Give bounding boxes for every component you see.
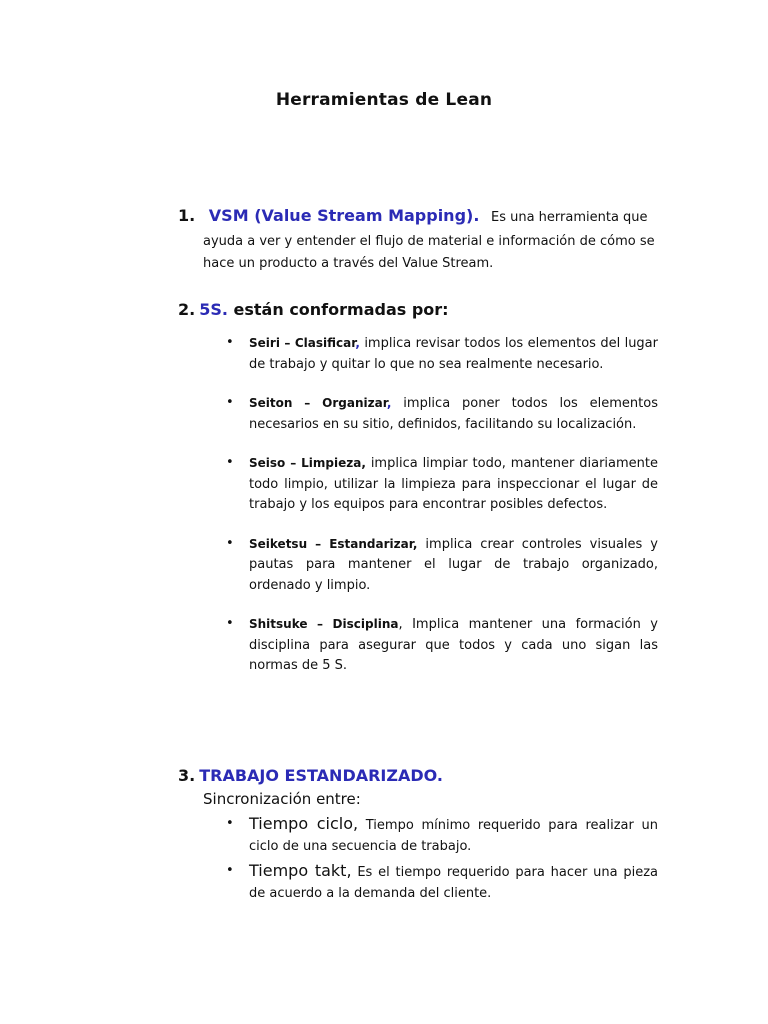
section-5s-heading	[178, 300, 658, 320]
section-trabajo-estandarizado	[178, 766, 658, 904]
list-item	[178, 333, 658, 375]
term-punct: ,	[361, 456, 366, 470]
bullet-icon: •	[226, 816, 234, 831]
section-number: 1.	[178, 206, 196, 225]
bullet-icon: •	[226, 535, 234, 551]
section-number: 2.	[178, 300, 196, 319]
bullet-icon: •	[226, 455, 234, 470]
term-description: Implica mantener una formación y disciplina para asegurar que todos y cada uno sigan las normas de 5 S.	[249, 617, 658, 673]
term: Tiempo takt,	[249, 861, 352, 880]
term-description: implica crear controles visuales y pautas para mantener el lugar de trabajo organizado, ordenado y limpio.	[249, 536, 658, 593]
term-description: Es el tiempo requerido para hacer una pieza de acuerdo a la demanda del cliente.	[249, 865, 659, 901]
trabajo-estandarizado-title: TRABAJO ESTANDARIZADO.	[199, 766, 443, 785]
term-description: implica poner todos los elementos necesarios en su sitio, definidos, facilitando su localización.	[249, 396, 658, 432]
5s-list	[178, 333, 658, 677]
vsm-title: VSM (Value Stream Mapping).	[208, 206, 480, 225]
term-punct: ,	[355, 336, 360, 350]
vsm-description: ayuda a ver y entender el flujo de material e información de cómo se hace un producto a través del Value Stream.	[203, 234, 655, 271]
list-item	[178, 534, 658, 597]
bullet-icon: •	[226, 335, 234, 350]
5s-subtitle: están conformadas por:	[233, 300, 449, 319]
list-item	[178, 453, 658, 516]
tiempo-list	[178, 814, 658, 904]
list-item	[178, 814, 658, 857]
section-vsm-heading	[178, 206, 658, 229]
section-3-subheading: Sincronización entre:	[203, 790, 361, 808]
term-punct: ,	[398, 617, 403, 632]
list-item	[178, 861, 658, 904]
term-punct: ,	[412, 536, 418, 551]
5s-title: 5S.	[199, 300, 228, 319]
term-description: Tiempo mínimo requerido para realizar un ciclo de una secuencia de trabajo.	[249, 818, 659, 854]
section-number: 3.	[178, 766, 196, 785]
term: Shitsuke – Disciplina	[249, 617, 399, 631]
list-item	[178, 614, 658, 677]
list-item	[178, 393, 658, 435]
term: Seiso – Limpieza	[249, 456, 362, 470]
term-punct: ,	[386, 396, 392, 410]
term-description: implica revisar todos los elementos del lugar de trabajo y quitar lo que no sea realmente necesario.	[249, 336, 658, 372]
section-5s	[178, 300, 658, 677]
term-description: implica limpiar todo, mantener diariamente todo limpio, utilizar la limpieza para inspeccionar el lugar de trabajo y los equipos para encontrar posibles defectos.	[249, 456, 659, 512]
vsm-intro-text: Es una herramienta que	[490, 210, 648, 225]
bullet-icon: •	[226, 395, 234, 410]
term: Seiketsu – Estandarizar	[249, 536, 413, 551]
section-vsm	[178, 206, 658, 275]
term: Tiempo ciclo,	[249, 814, 359, 833]
term: Seiton – Organizar	[249, 396, 387, 410]
page-title: Herramientas de Lean	[275, 90, 493, 110]
bullet-icon: •	[226, 616, 234, 631]
section-3-heading	[178, 766, 658, 786]
bullet-icon: •	[226, 863, 234, 878]
term: Seiri – Clasificar	[249, 336, 356, 350]
